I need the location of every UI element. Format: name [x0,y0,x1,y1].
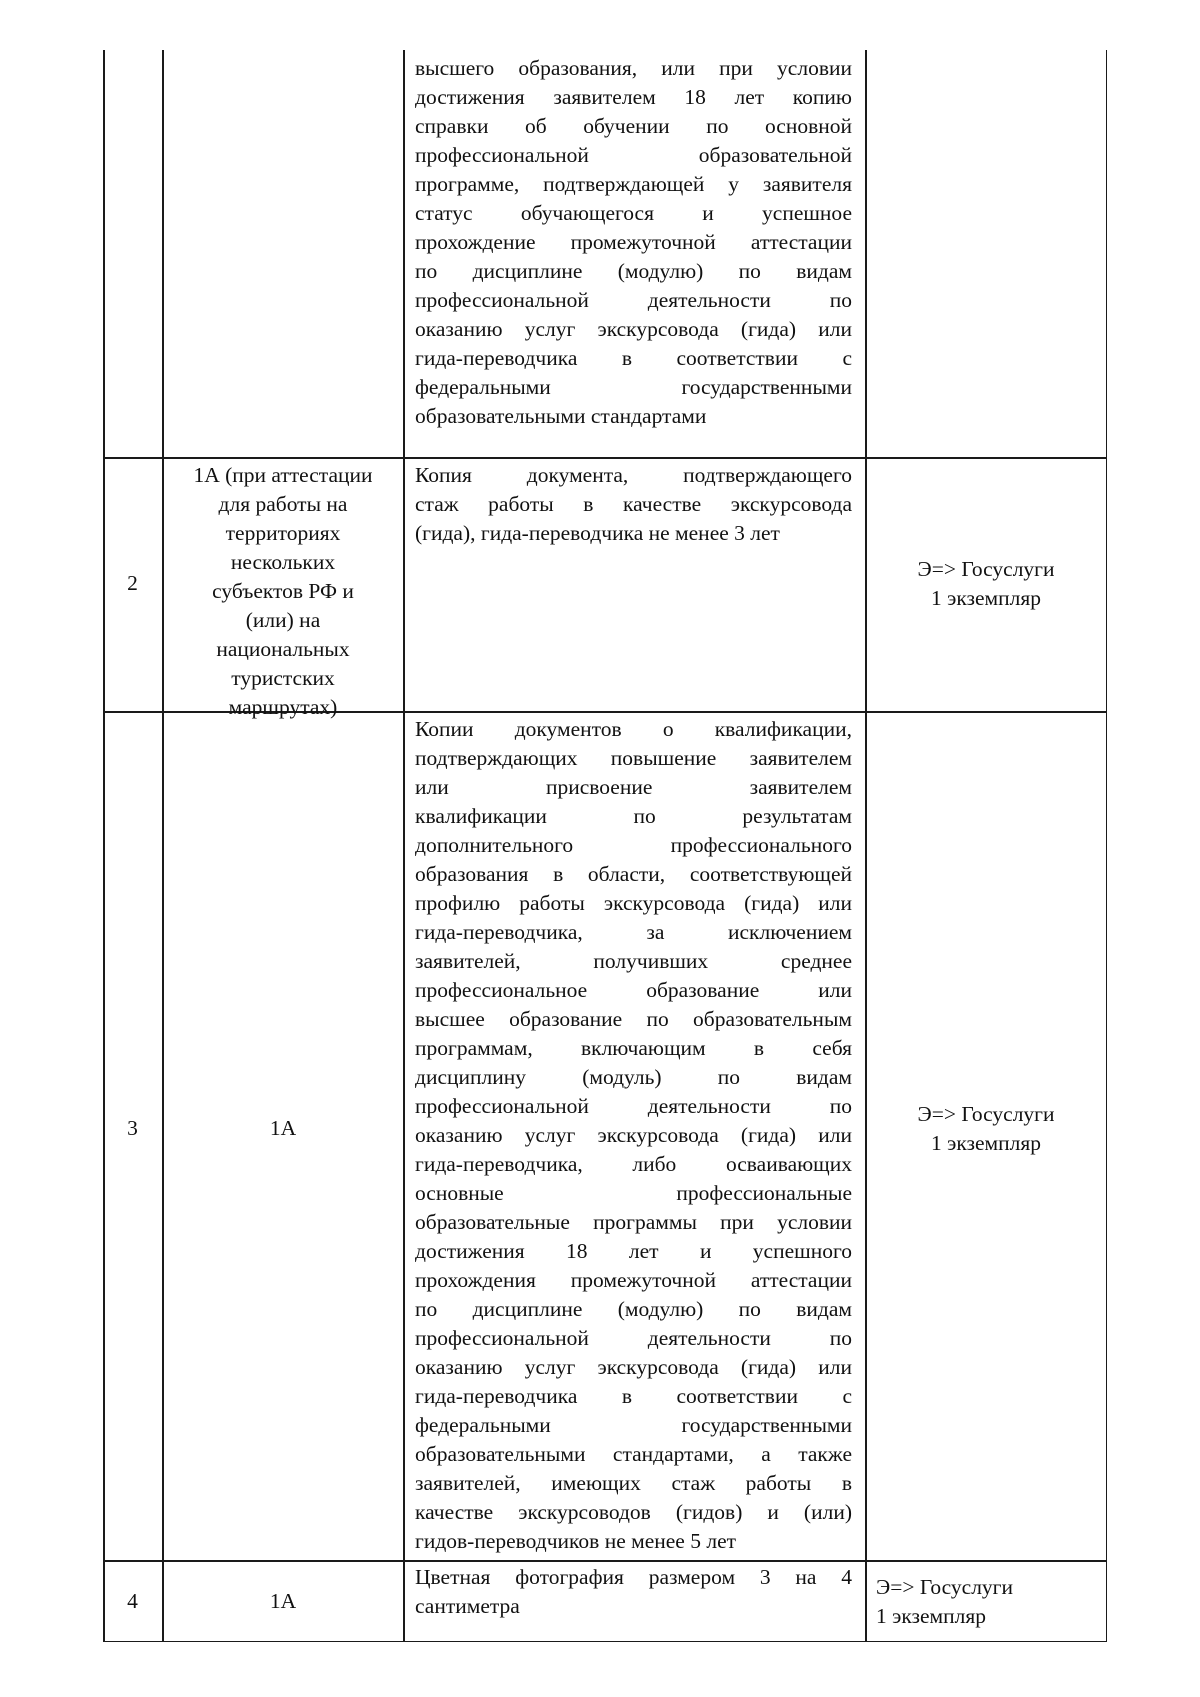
copies-count: 1 экземпляр [930,1131,1042,1155]
description-line: профессиональной деятельности по [415,1094,852,1118]
description-line: оказанию услуг экскурсовода (гида) или [415,1123,852,1147]
description-line: дополнительного профессионального [415,833,852,857]
description-line: качестве экскурсоводов (гидов) и (или) [415,1500,852,1524]
document-description [415,1563,852,1621]
category-line: 1А (при аттестации [193,463,373,487]
description-line: справки об обучении по основной [415,114,852,138]
description-line: Цветная фотография размером 3 на 4 [415,1565,852,1589]
description-line: образования в области, соответствующей [415,862,852,886]
applicant-category [163,1114,403,1143]
table-column-border [865,50,867,1642]
submission-method [866,1100,1106,1158]
table-column-border [162,50,164,1642]
description-line: квалификации по результатам [415,804,852,828]
description-line: профессиональной деятельности по [415,288,852,312]
description-line: гидов-переводчиков не менее 5 лет [415,1529,737,1553]
row-number: 4 [127,1589,138,1613]
description-line: оказанию услуг экскурсовода (гида) или [415,317,852,341]
description-line: образовательными стандартами [415,404,707,428]
category-line: (или) на [245,608,321,632]
description-line: образовательные программы при условии [415,1210,852,1234]
row-number: 2 [127,571,138,595]
copies-count: 1 экземпляр [876,1604,987,1628]
table-column-border [403,50,405,1642]
description-line: гида-переводчика, за исключением [415,920,852,944]
submission-method [866,555,1106,613]
description-line: или присвоение заявителем [415,775,852,799]
description-line: прохождения промежуточной аттестации [415,1268,852,1292]
submission-channel: Э=> Госуслуги [917,1102,1055,1126]
description-line: профилю работы экскурсовода (гида) или [415,891,852,915]
applicant-category [163,461,403,722]
category-line: территориях [225,521,341,545]
description-line: дисциплину (модуль) по видам [415,1065,852,1089]
description-line: федеральными государственными [415,375,852,399]
description-line: (гида), гида-переводчика не менее 3 лет [415,521,780,545]
description-line: сантиметра [415,1594,520,1618]
description-line: профессиональной деятельности по [415,1326,852,1350]
submission-channel: Э=> Госуслуги [876,1575,1013,1599]
description-line: заявителей, получивших среднее [415,949,852,973]
description-line: образовательными стандартами, а также [415,1442,852,1466]
description-line: программе, подтверждающей у заявителя [415,172,852,196]
description-line: стаж работы в качестве экскурсовода [415,492,852,516]
category-line: туристских [231,666,335,690]
requirements-table [103,50,1107,1642]
category-line: субъектов РФ и [212,579,354,603]
category-line: 1А [269,1589,297,1613]
description-line: высшего образования, или при условии [415,56,852,80]
category-line: национальных [216,637,350,661]
table-row-border [103,457,1107,459]
description-line: достижения заявителем 18 лет копию [415,85,852,109]
description-line: статус обучающегося и успешное [415,201,852,225]
description-line: основные профессиональные [415,1181,852,1205]
description-line: по дисциплине (модулю) по видам [415,259,852,283]
document-description [415,54,852,431]
table-row-border [103,1560,1107,1562]
description-line: профессиональной образовательной [415,143,852,167]
description-line: Копия документа, подтверждающего [415,463,852,487]
table-column-border [1106,50,1108,1642]
description-line: заявителей, имеющих стаж работы в [415,1471,852,1495]
description-line: по дисциплине (модулю) по видам [415,1297,852,1321]
applicant-category [163,1587,403,1616]
document-description [415,715,852,1556]
description-line: оказанию услуг экскурсовода (гида) или [415,1355,852,1379]
description-line: гида-переводчика, либо осваивающих [415,1152,852,1176]
table-column-border [103,50,105,1642]
description-line: подтверждающих повышение заявителем [415,746,852,770]
category-line: для работы на [218,492,348,516]
description-line: Копии документов о квалификации, [415,717,852,741]
category-line: 1А [269,1116,297,1140]
description-line: гида-переводчика в соответствии с [415,346,852,370]
description-line: профессиональное образование или [415,978,852,1002]
submission-method [876,1573,1101,1631]
document-description [415,461,852,548]
description-line: прохождение промежуточной аттестации [415,230,852,254]
description-line: гида-переводчика в соответствии с [415,1384,852,1408]
description-line: высшее образование по образовательным [415,1007,852,1031]
copies-count: 1 экземпляр [930,586,1042,610]
category-line: нескольких [230,550,336,574]
description-line: программам, включающим в себя [415,1036,852,1060]
category-line: маршрутах) [228,695,338,719]
description-line: федеральными государственными [415,1413,852,1437]
description-line: достижения 18 лет и успешного [415,1239,852,1263]
row-number: 3 [127,1116,138,1140]
table-row-border [103,1641,1107,1643]
submission-channel: Э=> Госуслуги [917,557,1055,581]
